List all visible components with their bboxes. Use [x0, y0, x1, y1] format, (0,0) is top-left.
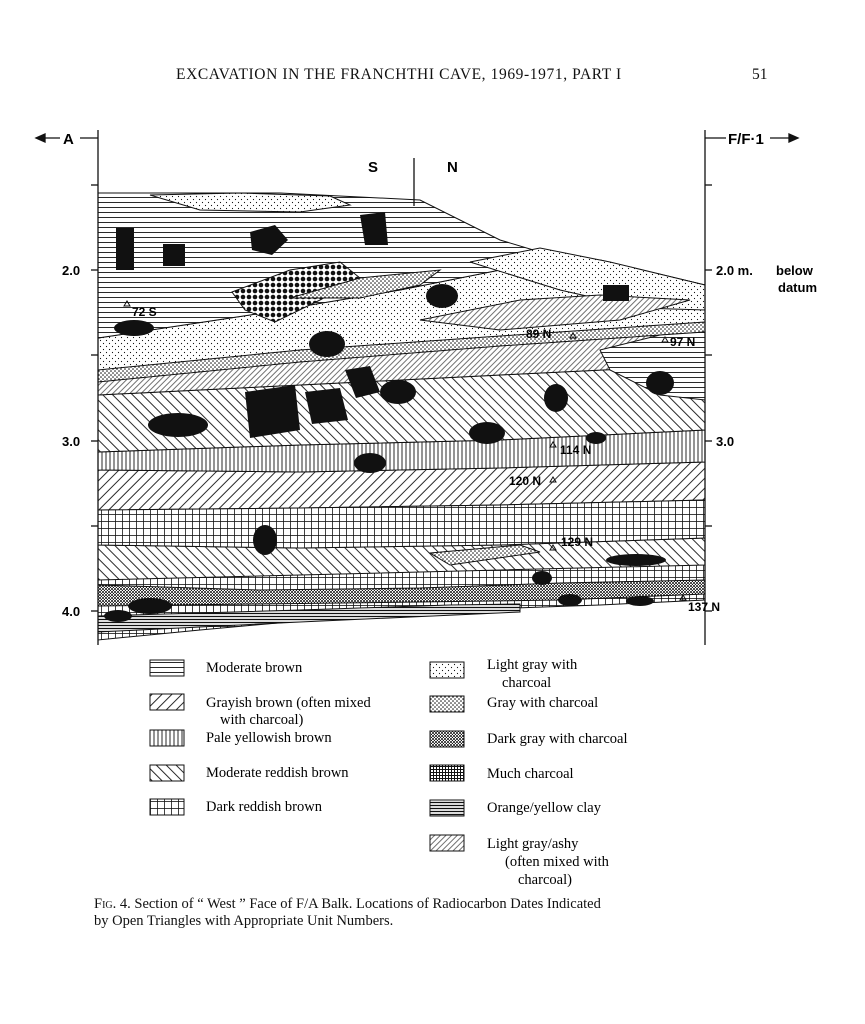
legend-label-cont: (often mixed with [505, 854, 609, 870]
caption-text-1: Section of “ West ” Face of F/A Balk. Locations of Radiocarbon Dates Indicated [130, 896, 601, 912]
stone [426, 284, 458, 308]
stone [163, 244, 185, 266]
svg-text:Grayish brown (often mixed [206, 695, 371, 711]
page-number: 51 [752, 66, 768, 83]
legend-item-moderate-reddish-brown [150, 765, 349, 781]
stone [104, 610, 132, 622]
depth-right-2: 2.0 m. [716, 263, 753, 278]
stone [558, 594, 582, 606]
datum-label: datum [778, 280, 817, 295]
legend-swatch [150, 799, 184, 815]
caption-line-1 [94, 896, 784, 913]
legend-label: Dark gray with charcoal [487, 731, 628, 747]
legend-label: Moderate reddish brown [206, 765, 349, 781]
legend-label: Orange/yellow clay [487, 800, 601, 816]
stone [128, 598, 172, 614]
legend-swatch [430, 800, 464, 816]
stone [603, 285, 629, 301]
svg-text:Gray with charcoal [487, 695, 598, 711]
legend-item-grayish-brown [150, 694, 371, 728]
c14-unit-114n: 114 N [560, 443, 592, 457]
legend-label: Gray with charcoal [487, 695, 599, 711]
legend-swatch [430, 662, 464, 678]
stone [544, 384, 568, 412]
legend-label-cont: charcoal [502, 675, 552, 691]
legend-label: Moderate brown [206, 660, 303, 676]
south-label: S [368, 159, 379, 176]
svg-text:charcoal [502, 675, 551, 691]
legend-item-pale-yellowish-brown [150, 730, 332, 746]
svg-text:Light gray with [487, 657, 578, 673]
left-section-label: A [63, 131, 74, 148]
legend-item-light-gray-ashy [430, 835, 610, 888]
c14-unit-137n: 137 N [688, 600, 721, 614]
svg-text:Moderate reddish brown [206, 765, 349, 781]
depth-left-3: 3.0 [62, 434, 81, 449]
depth-left-2: 2.0 [62, 263, 81, 278]
stone [116, 228, 134, 270]
stone [360, 212, 388, 245]
svg-text:Pale yellowish brown [206, 730, 332, 746]
legend-item-gray-charcoal [430, 695, 598, 712]
legend-label: Dark reddish brown [206, 799, 322, 815]
stone [253, 525, 277, 555]
stone [245, 385, 300, 438]
caption-line-2: by Open Triangles with Appropriate Unit Numbers. [94, 913, 394, 929]
legend-label-cont: with charcoal) [220, 712, 304, 728]
stone [606, 554, 666, 566]
svg-text:Moderate brown [206, 660, 303, 676]
stone [646, 371, 674, 395]
stone [532, 571, 552, 585]
svg-text:(often mixed with [505, 854, 610, 870]
stone [309, 331, 345, 357]
legend-label: Light gray with [487, 657, 578, 673]
legend-item-orange-yellow-clay [430, 800, 602, 816]
figure-caption [94, 896, 784, 930]
legend-swatch [430, 731, 464, 747]
legend-label: Much charcoal [487, 766, 574, 782]
stone [148, 413, 208, 437]
svg-text:with charcoal) [220, 712, 304, 728]
svg-text:Dark reddish brown [206, 799, 323, 815]
right-section-label: F/F·1 [728, 131, 764, 148]
legend-item-much-charcoal [430, 765, 574, 782]
legend-item-dark-reddish-brown [150, 799, 323, 815]
legend-label: Pale yellowish brown [206, 730, 332, 746]
legend-swatch [150, 694, 184, 710]
c14-unit-120n: 120 N [509, 474, 542, 488]
depth-left-4: 4.0 [62, 604, 81, 619]
legend-swatch [430, 835, 464, 851]
svg-text:Dark gray with charcoal [487, 731, 628, 747]
svg-text:charcoal) [518, 872, 572, 888]
legend-swatch [430, 765, 464, 781]
svg-text:Much charcoal [487, 766, 574, 782]
stone [626, 596, 654, 606]
figure-label: Fig. 4. [94, 896, 131, 912]
running-title: EXCAVATION IN THE FRANCHTHI CAVE, 1969-1971, PART I [176, 66, 622, 83]
legend-swatch [150, 765, 184, 781]
svg-text:Orange/yellow clay [487, 800, 602, 816]
c14-unit-72s: 72 S [132, 305, 157, 319]
legend-swatch [150, 660, 184, 676]
north-label: N [447, 159, 458, 176]
legend-label-cont: charcoal) [518, 872, 572, 888]
legend-label: Grayish brown (often mixed [206, 695, 371, 711]
legend-item-moderate-brown [150, 660, 303, 676]
legend-item-dark-gray-charcoal [430, 731, 628, 747]
c14-unit-129n: 129 N [561, 535, 594, 549]
stone [380, 380, 416, 404]
legend-label: Light gray/ashy [487, 836, 579, 852]
legend-item-light-gray-charcoal [430, 657, 578, 691]
c14-unit-89n: 89 N [526, 327, 552, 341]
c14-unit-97n: 97 N [670, 335, 696, 349]
stone [354, 453, 386, 473]
stone [469, 422, 505, 444]
depth-right-3: 3.0 [716, 434, 735, 449]
direction-arrows [36, 134, 798, 142]
svg-text:Light gray/ashy [487, 836, 579, 852]
below-label: below [776, 263, 813, 278]
legend-swatch [430, 696, 464, 712]
legend-swatch [150, 730, 184, 746]
legend [150, 657, 628, 888]
stone [114, 320, 154, 336]
